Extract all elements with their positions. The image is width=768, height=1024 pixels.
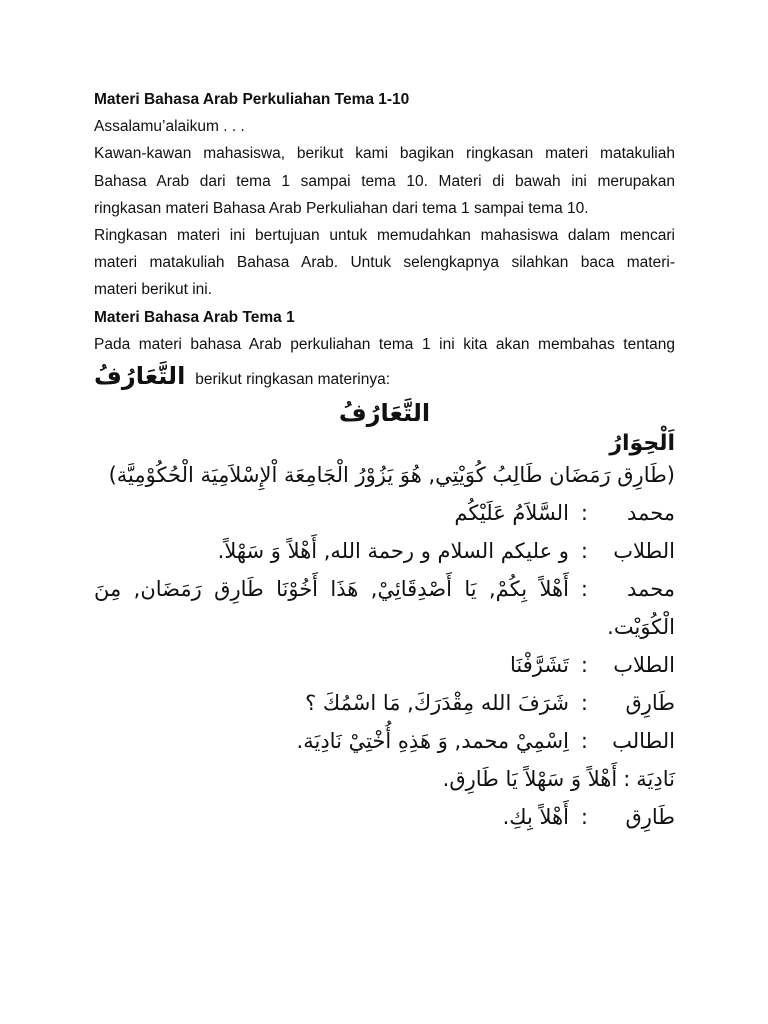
dialogue-line: [94, 494, 675, 532]
doc-title: Materi Bahasa Arab Perkuliahan Tema 1-10: [94, 91, 410, 108]
hiwar-label: اَلْحِوَارُ: [609, 431, 675, 457]
intro-line: materi matakuliah Bahasa Arab. Untuk selengkapnya silahkan baca materi-: [94, 254, 675, 272]
speaker: الطلاب: [613, 539, 675, 564]
intro-line: Kawan-kawan mahasiswa, berikut kami bagikan ringkasan materi matakuliah: [94, 145, 675, 163]
dialogue-line: [94, 570, 675, 646]
speaker: الطلاب: [613, 653, 675, 678]
separator: :: [580, 805, 588, 830]
inline-heading-line: [94, 362, 675, 393]
section-intro: Pada materi bahasa Arab perkuliahan tema 1 ini kita akan membahas tentang: [94, 335, 675, 353]
utterance: السَّلاَمُ عَلَيْكُم: [454, 501, 569, 526]
utterance: اِسْمِيْ محمد, وَ هَذِهِ أُخْتِيْ نَادِيَة.: [296, 729, 569, 754]
dialogue-line: [94, 760, 675, 798]
intro-line: Bahasa Arab dari tema 1 sampai tema 10. Materi di bawah ini merupakan: [94, 172, 675, 190]
utterance: و عليكم السلام و رحمة الله, أَهْلاً وَ سَهْلاً.: [217, 539, 569, 564]
utterance: أَهْلاً وَ سَهْلاً يَا طَارِق.: [442, 767, 618, 792]
scene-description: (طَارِق رَمَضَان طَالِبُ كُوَيْتِي, هُوَ يَزُوْرُ الْجَامِعَة اْلإِسْلاَمِيَة الْحُكُوْمِيَّة): [108, 463, 675, 488]
separator: :: [580, 729, 588, 754]
greeting: Assalamu’alaikum . . .: [94, 118, 245, 136]
separator: :: [580, 691, 588, 716]
inline-after-text: berikut ringkasan materinya:: [195, 371, 391, 389]
speaker: طَارِق: [625, 805, 675, 830]
intro-line: ringkasan materi Bahasa Arab Perkuliahan dari tema 1 sampai tema 10.: [94, 199, 589, 217]
dialogue: [94, 494, 675, 836]
utterance: أَهْلاً بِكِ.: [502, 805, 569, 830]
dialogue-line: [94, 646, 675, 684]
center-arabic-heading: التَّعَارُفُ: [338, 399, 431, 428]
speaker: نَادِيَة: [636, 767, 675, 792]
inline-arabic-term: التَّعَارُفُ: [94, 362, 186, 391]
speaker: محمد: [627, 577, 675, 602]
document-page: [94, 86, 675, 836]
speaker: طَارِق: [625, 691, 675, 716]
separator: :: [623, 767, 631, 792]
speaker: الطالب: [612, 729, 675, 754]
speaker: محمد: [627, 501, 675, 526]
dialogue-line: [94, 722, 675, 760]
separator: :: [580, 501, 588, 526]
separator: :: [580, 539, 588, 564]
intro-line: Ringkasan materi ini bertujuan untuk memudahkan mahasiswa dalam mencari: [94, 227, 675, 245]
intro-line: materi berikut ini.: [94, 281, 213, 299]
utterance: تَشَرَّفْنَا: [509, 653, 569, 678]
utterance: أَهْلاً بِكُمْ, يَا أَصْدِقَائِيْ, هَذَا أَخُوْنَا طَارِق رَمَضَان, مِنَ الْكُوَيْت.: [94, 577, 675, 640]
dialogue-line: [94, 684, 675, 722]
separator: :: [580, 653, 588, 678]
separator: :: [580, 577, 588, 602]
utterance: شَرَفَ الله مِقْدَرَكَ, مَا اسْمُكَ ؟: [305, 691, 569, 716]
section-title: Materi Bahasa Arab Tema 1: [94, 308, 295, 326]
dialogue-line: [94, 532, 675, 570]
dialogue-line: [94, 798, 675, 836]
